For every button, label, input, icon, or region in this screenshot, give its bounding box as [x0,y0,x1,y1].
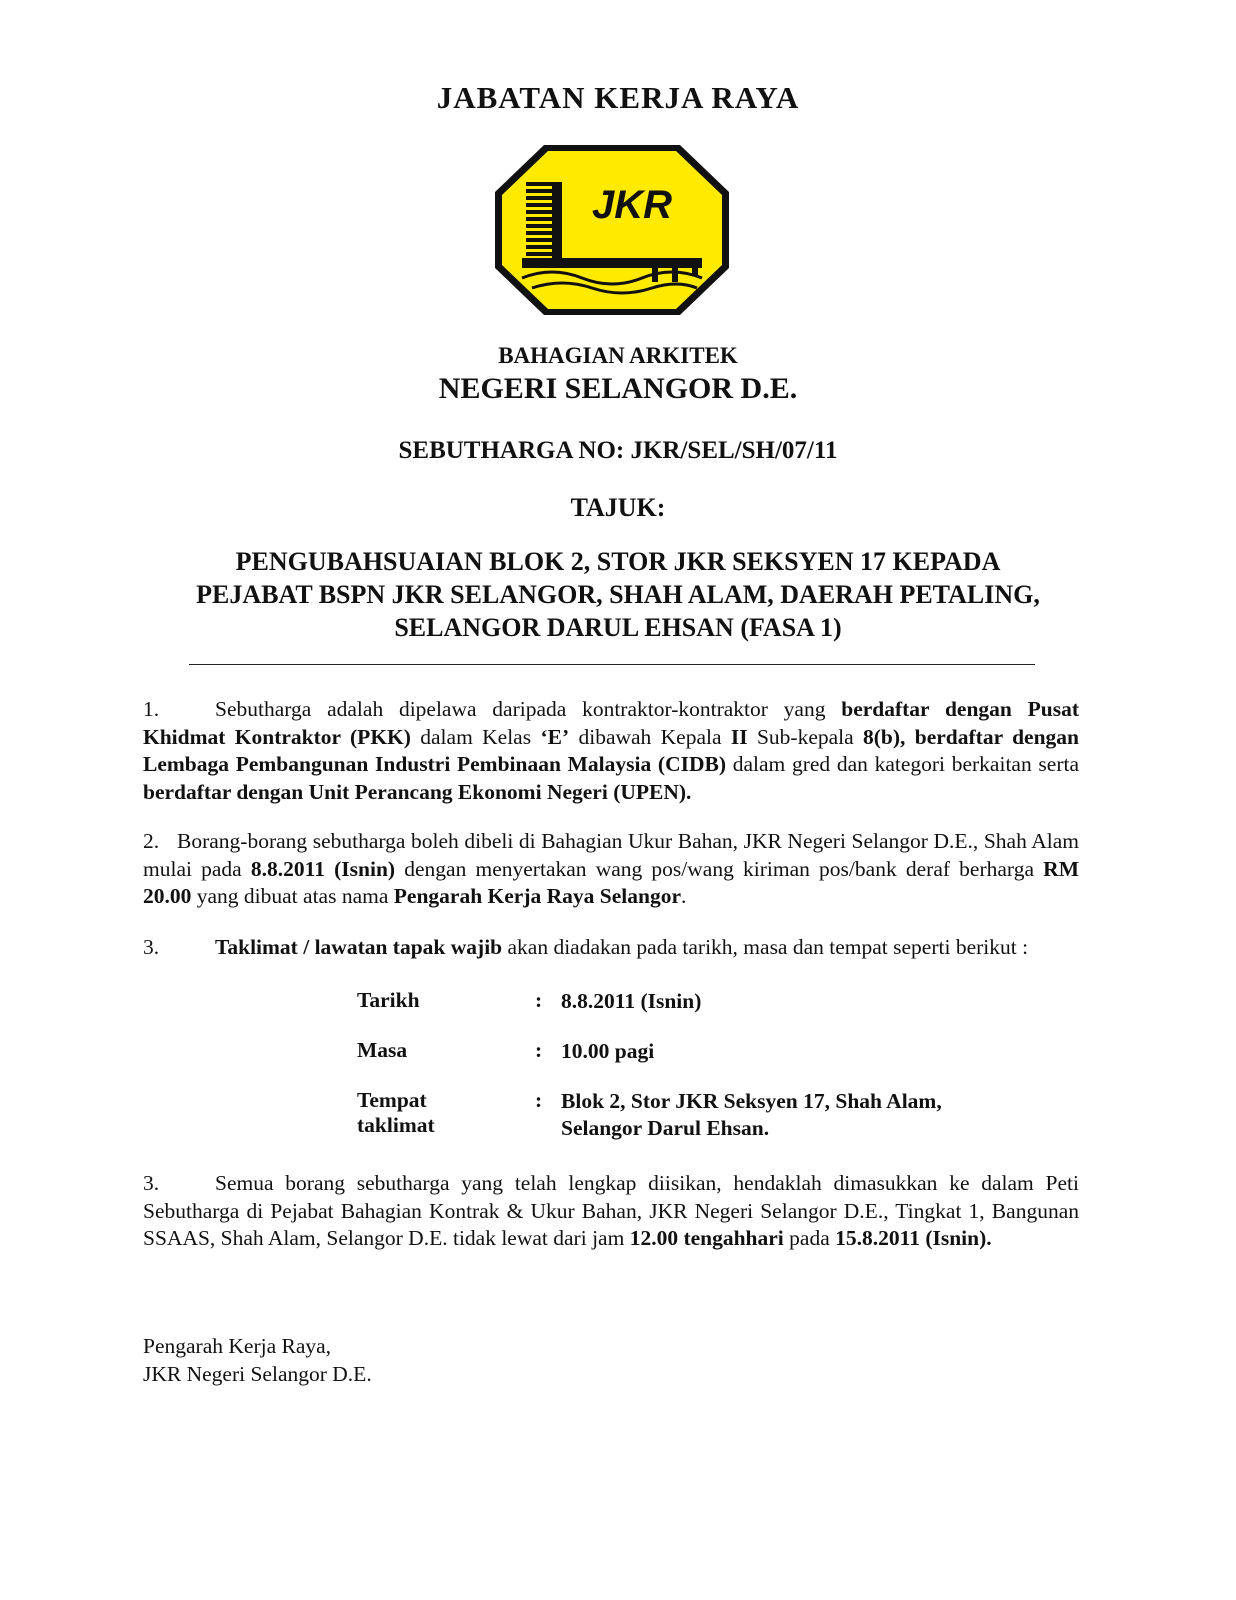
project-title [0,545,1236,644]
bold-run: 8.8.2011 (Isnin) [250,856,396,881]
signature-title: Pengarah Kerja Raya, [143,1334,332,1358]
title-line: PENGUBAHSUAIAN BLOK 2, STOR JKR SEKSYEN 17 KEPADA [235,547,1001,576]
bold-run: II [730,724,748,749]
title-line: PEJABAT BSPN JKR SELANGOR, SHAH ALAM, DAERAH PETALING, [196,580,1040,609]
bold-run: Pengarah Kerja Raya Selangor [393,884,682,908]
text-run: pada [783,1226,836,1250]
briefing-value-line: Blok 2, Stor JKR Seksyen 17, Shah Alam, [561,1089,942,1113]
jkr-logo [492,142,732,318]
briefing-label: Tarikh [357,988,420,1012]
paragraph-3 [143,934,1079,962]
reference-number: SEBUTHARGA NO: JKR/SEL/SH/07/11 [398,437,838,464]
text-run: Borang-borang sebutharga boleh dibeli di Bahagian Ukur Bahan, JKR Negeri Selangor D.E., Shah Alam mulai pada [143,829,1079,881]
briefing-colon: : [535,1088,543,1112]
text-run: Semua borang sebutharga yang telah lengkap diisikan, hendaklah dimasukkan ke dalam Peti Sebutharga di Pejabat Bahagian Kontrak & Ukur Bahan, JKR Negeri Selangor D.E., Tingkat 1, Bangunan SSAAS, Shah Alam, Selangor D.E. tidak lewat dari jam [143,1171,1079,1250]
bold-run: berdaftar dengan Unit Perancang Ekonomi Negeri (UPEN). [143,779,692,804]
logo-text: JKR [591,183,673,227]
briefing-value-line: Selangor Darul Ehsan. [561,1116,770,1140]
state-heading: NEGERI SELANGOR D.E. [438,372,798,405]
paragraph-number: 2. [143,829,160,853]
division-heading: BAHAGIAN ARKITEK [498,343,738,368]
signature-department: JKR Negeri Selangor D.E. [143,1362,372,1386]
briefing-value [561,1088,1081,1142]
bold-run: 12.00 tengahhari [629,1226,784,1250]
text-run: yang dibuat atas nama [191,884,394,908]
title-line: SELANGOR DARUL EHSAN (FASA 1) [394,613,842,642]
briefing-label: Masa [357,1038,408,1062]
paragraph-4 [143,1170,1079,1253]
paragraph-1 [143,696,1079,806]
text-run: . [681,884,687,908]
paragraph-number: 3. [143,935,160,959]
paragraph-2 [143,828,1079,911]
bold-run: berdaftar dengan Pusat Khidmat Kontraktor (PKK) [143,697,1080,749]
bold-run: ‘E’ [540,724,570,749]
paragraph-number: 1. [143,697,160,721]
tajuk-label: TAJUK: [570,493,666,522]
briefing-colon: : [535,988,543,1012]
bold-run: RM 20.00 [143,856,1079,908]
text-run: Sub-kepala [747,724,864,749]
text-run: akan diadakan pada tarikh, masa dan tempat seperti berikut : [502,935,1029,959]
divider-line [189,664,1035,665]
organisation-heading: JABATAN KERJA RAYA [436,80,800,115]
text-run: dalam Kelas [410,724,541,749]
briefing-colon: : [535,1038,543,1062]
briefing-value: 8.8.2011 (Isnin) [561,989,702,1013]
text-run: dengan menyertakan wang pos/wang kiriman pos/bank deraf berharga [395,856,1044,881]
bold-run: Taklimat / lawatan tapak wajib [215,935,503,959]
text-run: Sebutharga adalah dipelawa daripada kontraktor-kontraktor yang [215,697,842,721]
briefing-label: Tempat taklimat [357,1088,435,1137]
text-run: dalam gred dan kategori berkaitan serta [726,752,1079,776]
briefing-value: 10.00 pagi [561,1039,655,1063]
bold-run: 8(b), berdaftar dengan Lembaga Pembangunan Industri Pembinaan Malaysia (CIDB) [143,724,1079,776]
bold-run: 15.8.2011 (Isnin). [835,1226,992,1250]
paragraph-number: 3. [143,1171,160,1195]
text-run: dibawah Kepala [569,724,731,749]
